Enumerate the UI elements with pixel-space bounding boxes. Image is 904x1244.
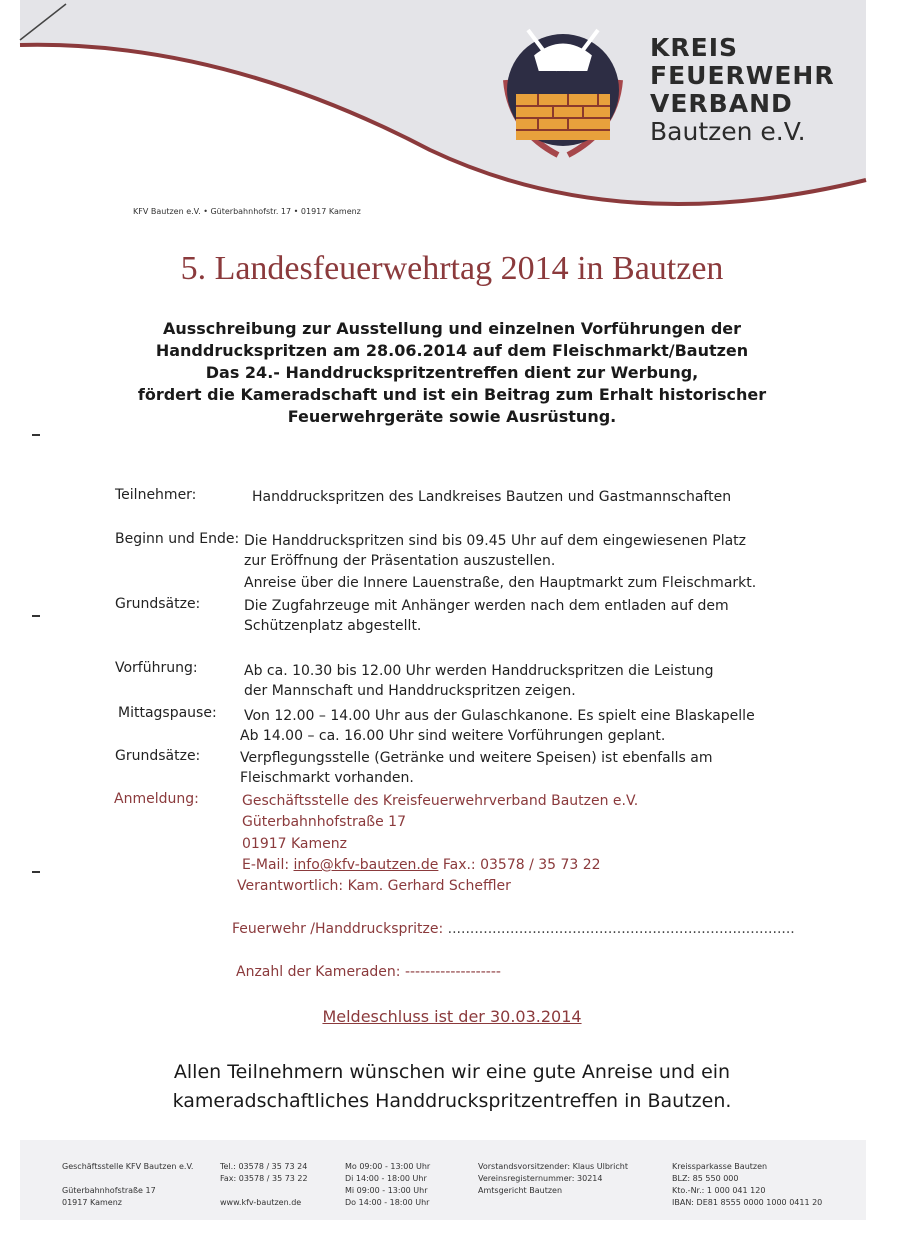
footer-text: Vorstandsvorsitzender: Klaus Ulbricht — [478, 1162, 629, 1171]
footer-text: IBAN: DE81 8555 0000 1000 0411 20 — [672, 1198, 823, 1207]
footer-text: Kreissparkasse Bautzen — [672, 1162, 768, 1171]
form-label-feuerwehr: Feuerwehr /Handdruckspritze: — [232, 921, 448, 937]
footer-text: Mi 09:00 - 13:00 Uhr — [345, 1186, 428, 1195]
margin-mark — [32, 434, 40, 436]
deadline-notice: Meldeschluss ist der 30.03.2014 — [322, 1007, 582, 1026]
footer-text: BLZ: 85 550 000 — [672, 1174, 739, 1183]
footer-col-5 — [672, 1161, 822, 1209]
label-grundsaetze-1: Grundsätze: — [115, 596, 201, 612]
footer-col-1 — [62, 1161, 193, 1209]
text-grundsaetze-2a: Verpflegungsstelle (Getränke und weitere Speisen) ist ebenfalls am — [240, 750, 713, 766]
sender-address: KFV Bautzen e.V. • Güterbahnhofstr. 17 • 01917 Kamenz — [133, 207, 361, 216]
intro-line: Feuerwehrgeräte sowie Ausrüstung. — [287, 407, 617, 426]
text-grundsaetze-1b: Schützenplatz abgestellt. — [244, 618, 422, 634]
closing-line: kameradschaftliches Handdruckspritzentreffen in Bautzen. — [172, 1090, 732, 1112]
footer-text: Fax: 03578 / 35 73 22 — [220, 1174, 308, 1183]
emblem-logo — [488, 10, 638, 160]
footer-text: Do 14:00 - 18:00 Uhr — [345, 1198, 430, 1207]
intro-line: fördert die Kameradschaft und ist ein Beitrag zum Erhalt historischer — [137, 385, 767, 404]
text-vorfuehrung-1: Ab ca. 10.30 bis 12.00 Uhr werden Handdruckspritzen die Leistung — [244, 663, 714, 679]
label-vorfuehrung: Vorführung: — [115, 660, 198, 676]
footer-text: Tel.: 03578 / 35 73 24 — [220, 1162, 308, 1171]
text-mittagspause-1: Von 12.00 – 14.00 Uhr aus der Gulaschkanone. Es spielt eine Blaskapelle — [244, 708, 755, 724]
form-blank-feuerwehr[interactable]: .............................................................................. — [447, 921, 795, 937]
fax-text: Fax.: 03578 / 35 73 22 — [442, 857, 601, 873]
footer-text: www.kfv-bautzen.de — [220, 1198, 302, 1207]
text-beginn-2: zur Eröffnung der Präsentation auszustellen. — [244, 553, 556, 569]
email-link[interactable]: info@kfv-bautzen.de — [293, 857, 439, 873]
footer-text: Güterbahnhofstraße 17 — [62, 1186, 156, 1195]
document-title: 5. Landesfeuerwehrtag 2014 in Bautzen — [180, 250, 724, 287]
text-grundsaetze-2b: Fleischmarkt vorhanden. — [240, 770, 414, 786]
intro-line: Ausschreibung zur Ausstellung und einzelnen Vorführungen der — [162, 319, 742, 338]
label-anmeldung: Anmeldung: — [114, 791, 199, 807]
footer-text: Geschäftsstelle KFV Bautzen e.V. — [62, 1162, 194, 1171]
footer-text: Amtsgericht Bautzen — [478, 1186, 563, 1195]
form-field-kameraden[interactable] — [236, 962, 501, 982]
brand-line-4: Bautzen e.V. — [650, 117, 806, 146]
text-teilnehmer: Handdruckspritzen des Landkreises Bautzen und Gastmannschaften — [252, 489, 732, 505]
form-field-feuerwehr[interactable] — [232, 919, 795, 939]
footer-col-2 — [220, 1161, 308, 1209]
label-beginn: Beginn und Ende: — [115, 531, 240, 547]
responsible-person: Verantwortlich: Kam. Gerhard Scheffler — [237, 878, 511, 894]
label-teilnehmer: Teilnehmer: — [115, 487, 197, 503]
margin-mark — [32, 871, 40, 873]
brand-line-3: VERBAND — [650, 89, 793, 118]
text-vorfuehrung-2: der Mannschaft und Handdruckspritzen zeigen. — [244, 683, 576, 699]
text-beginn-3: Anreise über die Innere Lauenstraße, den Hauptmarkt zum Fleischmarkt. — [244, 575, 757, 591]
footer-text: Vereinsregisternummer: 30214 — [478, 1174, 603, 1183]
form-label-kameraden: Anzahl der Kameraden: — [236, 964, 405, 980]
footer-col-3 — [345, 1161, 430, 1209]
brand-line-1: KREIS — [650, 33, 739, 62]
margin-mark — [32, 615, 40, 617]
intro-line: Das 24.- Handdruckspritzentreffen dient zur Werbung, — [205, 363, 699, 382]
footer-text: Di 14:00 - 18:00 Uhr — [345, 1174, 427, 1183]
footer-text: 01917 Kamenz — [62, 1198, 122, 1207]
brand-line-2: FEUERWEHR — [650, 61, 835, 90]
text-grundsaetze-1a: Die Zugfahrzeuge mit Anhänger werden nach dem entladen auf dem — [244, 598, 729, 614]
contact-line — [242, 855, 601, 875]
label-grundsaetze-2: Grundsätze: — [115, 748, 201, 764]
intro-paragraph — [0, 318, 904, 428]
text-anmeldung-2: Güterbahnhofstraße 17 — [242, 814, 406, 830]
footer-col-4 — [478, 1161, 628, 1197]
label-mittagspause: Mittagspause: — [118, 705, 217, 721]
closing-message — [0, 1058, 904, 1116]
footer-text: Mo 09:00 - 13:00 Uhr — [345, 1162, 431, 1171]
text-mittagspause-2: Ab 14.00 – ca. 16.00 Uhr sind weitere Vorführungen geplant. — [240, 728, 666, 744]
text-beginn-1: Die Handdruckspritzen sind bis 09.45 Uhr auf dem eingewiesenen Platz — [244, 533, 747, 549]
intro-line: Handdruckspritzen am 28.06.2014 auf dem Fleischmarkt/Bautzen — [155, 341, 749, 360]
email-label: E-Mail: — [242, 857, 290, 873]
closing-line: Allen Teilnehmern wünschen wir eine gute Anreise und ein — [173, 1061, 731, 1083]
brand-name — [650, 34, 835, 146]
footer-text: Kto.-Nr.: 1 000 041 120 — [672, 1186, 766, 1195]
form-blank-kameraden[interactable]: ------------------- — [404, 964, 501, 980]
text-anmeldung-1: Geschäftsstelle des Kreisfeuerwehrverband Bautzen e.V. — [242, 793, 639, 809]
text-anmeldung-3: 01917 Kamenz — [242, 836, 347, 852]
